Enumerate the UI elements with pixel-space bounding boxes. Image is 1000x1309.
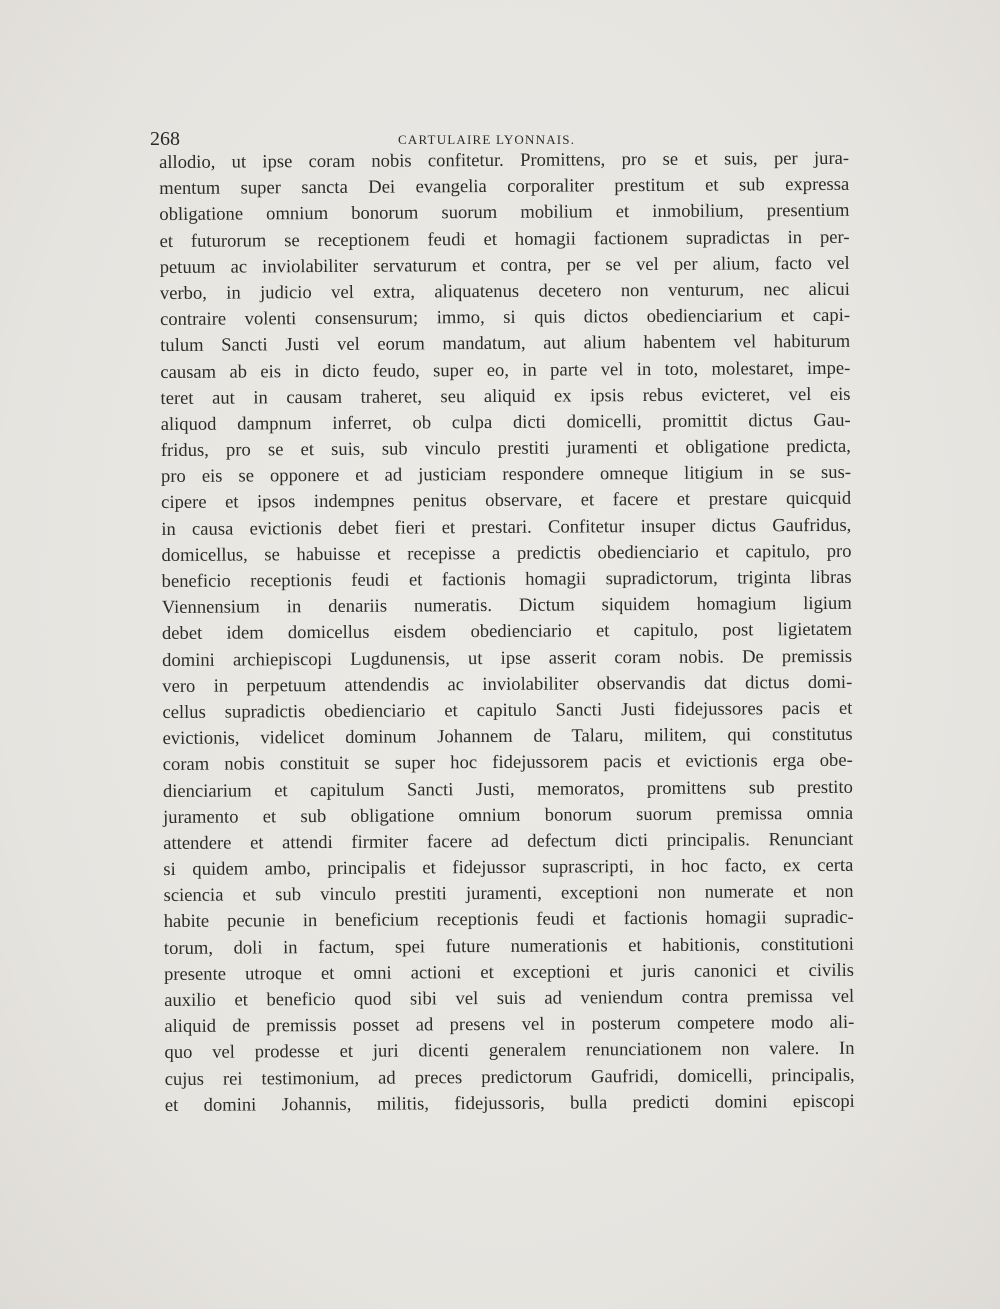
text-line: verbo, in judicio vel extra, aliquatenus decetero non venturum, nec alicui xyxy=(159,278,850,304)
text-line: torum, doli in factum, spei future numerationis et habitionis, constitutioni xyxy=(163,933,854,959)
text-line: cellus supradictis obedienciario et capitulo Sancti Justi fidejussores pacis et xyxy=(162,697,853,723)
text-line: cujus rei testimonium, ad preces predictorum Gaufridi, domicelli, principalis, xyxy=(164,1064,855,1090)
text-line: vero in perpetuum attendendis ac inviolabiliter observandis dat dictus domi- xyxy=(162,671,853,697)
text-line: contraire volenti consensurum; immo, si quis dictos obedienciarium et capi- xyxy=(159,304,851,331)
text-line: et futurorum se receptionem feudi et homagii factionem supradictas in per- xyxy=(159,226,850,252)
text-line: si quidem ambo, principalis et fidejussor suprascripti, in hoc facto, ex certa xyxy=(163,854,854,881)
text-line: quo vel prodesse et juri dicenti generalem renunciationem non valere. In xyxy=(164,1038,855,1064)
text-line: pro eis se opponere et ad justiciam respondere omneque litigium in se sus- xyxy=(160,462,852,488)
text-line: habite pecunie in beneficium receptionis feudi et factionis homagii supradic- xyxy=(163,907,854,933)
text-line: allodio, ut ipse coram nobis confitetur. Promittens, pro se et suis, per jura- xyxy=(159,147,850,173)
page-number: 268 xyxy=(150,128,180,150)
text-line: auxilio et beneficio quod sibi vel suis ad veniendum contra premissa vel xyxy=(164,985,855,1011)
text-line: causam ab eis in dicto feudo, super eo, in parte vel in toto, molestaret, impe- xyxy=(160,357,851,383)
text-line: aliquid de premissis posset ad presens vel in posterum competere modo ali- xyxy=(164,1011,855,1038)
text-line: domicellus, se habuisse et recepisse a predictis obedienciario et capitulo, pro xyxy=(161,540,852,566)
header-title: CARTULAIRE LYONNAIS. xyxy=(398,132,576,147)
text-line: evictionis, videlicet dominum Johannem de Talaru, militem, qui constitutus xyxy=(162,723,853,750)
text-line: juramento et sub obligatione omnium bonorum suorum premissa omnia xyxy=(163,802,854,828)
text-line: cipere et ipsos indempnes penitus observare, et facere et prestare quicquid xyxy=(161,488,852,514)
text-line: debet idem domicellus eisdem obedienciario et capitulo, post ligietatem xyxy=(161,619,853,645)
text-line: sciencia et sub vinculo prestiti juramenti, exceptioni non numerate et non xyxy=(163,881,854,907)
text-line: fridus, pro se et suis, sub vinculo prestiti juramenti et obligatione predicta, xyxy=(160,435,851,462)
text-line: petuum ac inviolabiliter servaturum et contra, per se vel per alium, facto vel xyxy=(159,252,850,278)
text-line: attendere et attendi firmiter facere ad defectum dicti principalis. Renunciant xyxy=(163,828,854,854)
text-line: dienciarium et capitulum Sancti Justi, memoratos, promittens sub prestito xyxy=(162,776,853,802)
text-line: et domini Johannis, militis, fidejussoris, bulla predicti domini episcopi xyxy=(164,1090,855,1116)
text-line: domini archiepiscopi Lugdunensis, ut ipse asserit coram nobis. De premissis xyxy=(162,645,853,671)
text-line: presente utroque et omni actioni et exceptioni et juris canonici et civilis xyxy=(163,959,855,985)
text-line: beneficio receptionis feudi et factionis homagii supradictorum, triginta libras xyxy=(161,566,852,592)
text-line: obligatione omnium bonorum suorum mobilium et inmobilium, presentium xyxy=(159,200,850,226)
text-line: Viennensium in denariis numeratis. Dictum siquidem homagium ligium xyxy=(161,592,852,619)
text-line: teret aut in causam traheret, seu aliquid ex ipsis rebus evicteret, vel eis xyxy=(160,383,851,409)
body-text xyxy=(159,146,855,1119)
text-line: in causa evictionis debet fieri et prestari. Confitetur insuper dictus Gaufridus, xyxy=(161,514,852,540)
text-line: tulum Sancti Justi vel eorum mandatum, aut alium habentem vel habiturum xyxy=(160,331,851,357)
text-line: mentum super sancta Dei evangelia corporaliter prestitum et sub expressa xyxy=(159,173,850,200)
text-line: aliquod dampnum inferret, ob culpa dicti domicelli, promittit dictus Gau- xyxy=(160,409,851,435)
text-line: coram nobis constituit se super hoc fidejussorem pacis et evictionis erga obe- xyxy=(162,750,853,776)
